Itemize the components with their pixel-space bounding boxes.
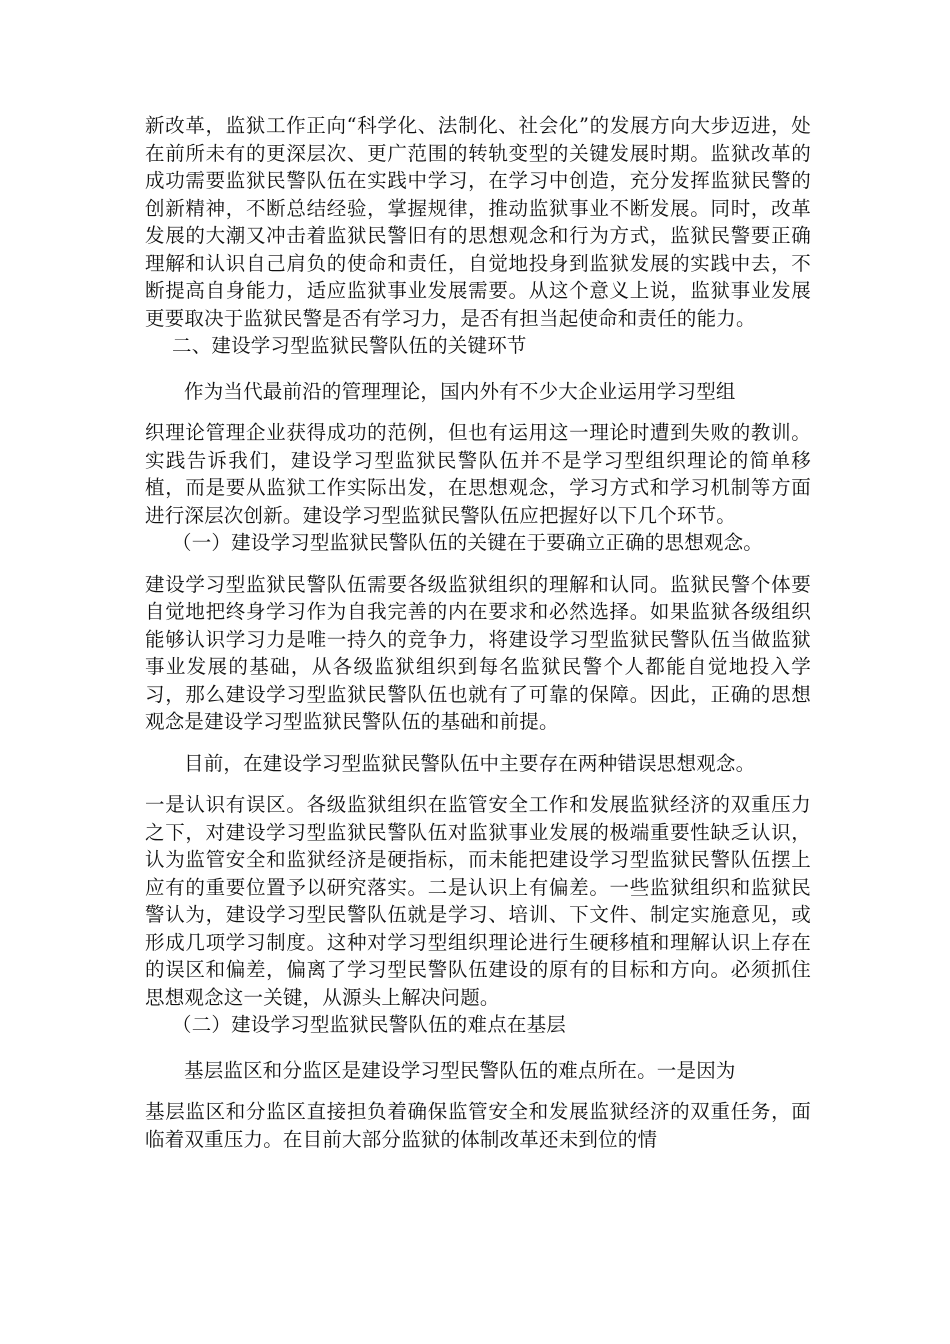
- document-page: [145, 112, 811, 1153]
- subsection-heading: （二）建设学习型监狱民警队伍的难点在基层: [172, 1013, 567, 1036]
- paragraph: 基层监区和分监区是建设学习型民警队伍的难点所在。一是因为: [184, 1058, 736, 1082]
- paragraph: 一是认识有误区。各级监狱组织在监管安全工作和发展监狱经济的双重压力之下，对建设学习型监狱民警队伍对监狱事业发展的极端重要性缺乏认识，认为监管安全和监狱经济是硬指标，而未能把建设学习型监狱民警队伍摆上应有的重要位置予以研究落实。二是认识上有偏差。一些监狱组织和监狱民警认为，建设学习型民警队伍就是学习、培训、下文件、制定实施意见，或形成几项学习制度。这种对学习型组织理论进行生硬移植和理解认识上存在的误区和偏差，偏离了学习型民警队伍建设的原有的目标和方向。必须抓住思想观念这一关键，从源头上解决问题。: [145, 793, 811, 1009]
- paragraph: 新改革，监狱工作正向“科学化、法制化、社会化”的发展方向大步迈进，处在前所未有的更深层次、更广范围的转轨变型的关键发展时期。监狱改革的成功需要监狱民警队伍在实践中学习，在学习中创造，充分发挥监狱民警的创新精神，不断总结经验，掌握规律，推动监狱事业不断发展。同时，改革发展的大潮又冲击着监狱民警旧有的思想观念和行为方式，监狱民警要正确理解和认识自己肩负的使命和责任，自觉地投身到监狱发展的实践中去，不断提高自身能力，适应监狱事业发展需要。从这个意义上说，监狱事业发展更要取决于监狱民警是否有学习力，是否有担当起使命和责任的能力。: [145, 114, 811, 330]
- section-heading: 二、建设学习型监狱民警队伍的关键环节: [172, 334, 527, 357]
- paragraph: 作为当代最前沿的管理理论，国内外有不少大企业运用学习型组: [184, 379, 736, 403]
- subsection-heading: （一）建设学习型监狱民警队伍的关键在于要确立正确的思想观念。: [172, 531, 764, 554]
- paragraph: 建设学习型监狱民警队伍需要各级监狱组织的理解和认同。监狱民警个体要自觉地把终身学习作为自我完善的内在要求和必然选择。如果监狱各级组织能够认识学习力是唯一持久的竞争力，将建设学习型监狱民警队伍当做监狱事业发展的基础，从各级监狱组织到每名监狱民警个人都能自觉地投入学习，那么建设学习型监狱民警队伍也就有了可靠的保障。因此，正确的思想观念是建设学习型监狱民警队伍的基础和前提。: [145, 572, 811, 733]
- paragraph: 目前，在建设学习型监狱民警队伍中主要存在两种错误思想观念。: [184, 751, 756, 775]
- paragraph: 基层监区和分监区直接担负着确保监管安全和发展监狱经济的双重任务，面临着双重压力。在目前大部分监狱的体制改革还未到位的情: [145, 1100, 811, 1151]
- paragraph: 织理论管理企业获得成功的范例，但也有运用这一理论时遭到失败的教训。实践告诉我们，建设学习型监狱民警队伍并不是学习型组织理论的简单移植，而是要从监狱工作实际出发，在思想观念，学习方式和学习机制等方面进行深层次创新。建设学习型监狱民警队伍应把握好以下几个环节。: [145, 421, 811, 527]
